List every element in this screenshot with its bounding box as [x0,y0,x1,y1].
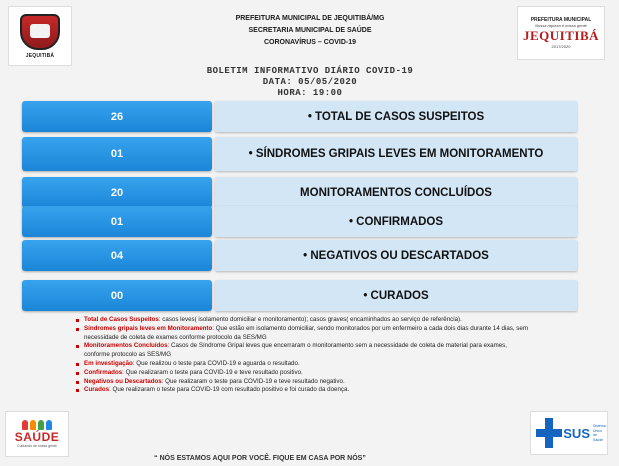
definition-item [76,360,531,369]
bulletin-time: HORA: 19:00 [277,88,343,98]
stat-value: 00 [22,280,212,311]
stat-label: • CONFIRMADOS [215,206,577,237]
sus-logo [530,411,608,455]
sus-word: SUS [563,425,590,441]
definition-text: : Que realizaram o teste para COVID-19 e teve resultado negativo. [161,377,345,385]
definition-item [76,386,531,395]
definition-text: : Que realizaram o teste para COVID-19 e teve resultado positivo. [122,368,303,376]
saude-word: SAÚDE [14,430,60,444]
definition-term: Em investigação [84,359,133,367]
definition-item [76,342,531,360]
sus-cross-icon [536,418,560,448]
definition-text: : casos leves( isolamento domiciliar e monitoramento); casos graves( encaminhados ao serviço de referência). [158,316,462,323]
header-prefeitura: PREFEITURA MUNICIPAL DE JEQUITIBÁ/MG [235,15,385,22]
sus-sub-line: Único [593,428,602,433]
header-coronavirus: CORONAVÍRUS – COVID-19 [263,39,357,46]
stat-label: • NEGATIVOS OU DESCARTADOS [215,240,577,271]
stat-label: • TOTAL DE CASOS SUSPEITOS [215,101,577,132]
definition-item [76,369,531,378]
definition-text: : Que realizaram o teste para COVID-19 com resultado positivo e foi curado da doença. [109,386,350,394]
sus-sub-line: de Saúde [593,433,604,442]
bulletin-title: BOLETIM INFORMATIVO DIÁRIO COVID-19 [206,66,414,76]
definition-term: Monitoramentos Concluídos [84,342,168,350]
stat-value: 01 [22,137,212,171]
header-secretaria: SECRETARIA MUNICIPAL DE SAÚDE [248,27,372,34]
logo-right-name: JEQUITIBÁ [522,28,600,43]
definition-term: Negativos ou Descartados [84,377,162,385]
crest-caption: JEQUITIBÁ [25,52,55,59]
definition-text: : Que estão em isolamento domiciliar, sendo monitorados por um enfermeiro a cada dois dias durante 14 dias, sem necessidade de coleta de exames conforme protocolo da SES/MG [84,324,528,341]
definition-term: Curados [84,386,110,394]
footer-slogan: “ NÓS ESTAMOS AQUI POR VOCÊ. FIQUE EM CASA POR NÓS” [154,455,366,462]
sus-sub-line: Sistema [593,424,606,428]
definition-text: : Casos de Síndrome Gripal leves que encerraram o monitoramento sem a necessidade de coleta de material para exames, conforme protocolo as SES/MG [84,342,507,359]
saude-subtitle: Cuidando de nossa gente [17,444,57,448]
stat-value: 01 [22,206,212,237]
definition-text: : Que realizou o teste para COVID-19 e aguarda o resultado. [132,359,300,367]
municipal-crest-logo [8,6,72,66]
definition-item [76,325,531,343]
definition-item [76,378,531,387]
people-figures-icon [22,420,52,430]
prefeitura-jequitiba-logo [517,6,605,60]
definition-item [76,316,531,325]
logo-right-years: 2017/2020 [551,44,571,49]
sus-subtitle [593,424,607,442]
logo-right-top: PREFEITURA MUNICIPAL [530,17,592,23]
stat-label: MONITORAMENTOS CONCLUÍDOS [215,177,577,208]
coat-of-arms-icon [20,14,60,50]
stat-value: 20 [22,177,212,208]
saude-logo [5,411,69,457]
definition-term: Confirmados [84,368,123,376]
bulletin-date: DATA: 05/05/2020 [262,77,358,87]
definition-term: Síndromes gripais leves em Monitoramento [84,324,213,332]
stat-value: 26 [22,101,212,132]
stat-value: 04 [22,240,212,271]
definitions-list [76,316,531,395]
definition-term: Total de Casos Suspeitos [84,316,159,323]
logo-right-slogan: Nossa riqueza é nossa gente [535,23,587,28]
stat-label: • CURADOS [215,280,577,311]
stat-label: • SÍNDROMES GRIPAIS LEVES EM MONITORAMENTO [215,137,577,171]
